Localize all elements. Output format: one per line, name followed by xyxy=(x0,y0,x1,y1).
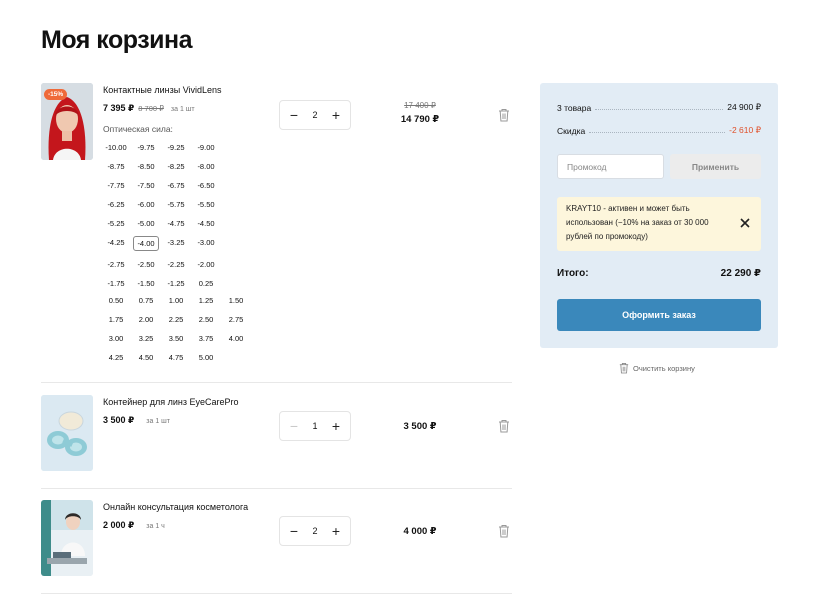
option-chip[interactable]: -9.00 xyxy=(197,142,215,152)
option-chip[interactable]: 1.00 xyxy=(168,295,184,305)
quantity-value: 2 xyxy=(312,110,318,120)
option-chip[interactable]: -2.00 xyxy=(197,259,215,269)
total-value: 22 290 ₽ xyxy=(720,268,761,279)
option-chip[interactable]: 1.25 xyxy=(198,295,214,305)
option-chip[interactable]: 4.00 xyxy=(228,333,244,343)
item-total-old: 17 400 ₽ xyxy=(404,101,436,110)
quantity-stepper xyxy=(279,411,351,441)
option-chip[interactable]: -5.25 xyxy=(107,218,125,228)
option-chip[interactable]: 4.50 xyxy=(138,352,154,362)
option-chip[interactable]: 2.75 xyxy=(228,314,244,324)
promo-code-input[interactable] xyxy=(557,154,664,179)
close-icon[interactable] xyxy=(739,217,751,229)
option-chip[interactable]: 0.75 xyxy=(138,295,154,305)
item-old-price: 8 700 ₽ xyxy=(138,104,164,113)
option-chip[interactable]: 3.00 xyxy=(108,333,124,343)
option-chip[interactable]: -3.25 xyxy=(167,237,185,247)
page-title: Моя корзина xyxy=(41,26,192,54)
product-image-container[interactable] xyxy=(41,395,93,471)
option-chip[interactable]: 1.50 xyxy=(228,295,244,305)
item-price: 7 395 ₽ xyxy=(103,103,135,113)
option-chip[interactable]: -2.75 xyxy=(107,259,125,269)
increase-button[interactable]: + xyxy=(331,523,341,539)
option-chip[interactable]: -6.75 xyxy=(167,180,185,190)
goods-value: 24 900 ₽ xyxy=(727,102,761,112)
item-price-row xyxy=(103,103,195,114)
discount-badge: -15% xyxy=(44,89,67,100)
decrease-button[interactable]: − xyxy=(289,107,299,123)
item-totals xyxy=(390,101,450,125)
clear-cart-label: Очистить корзину xyxy=(633,363,695,373)
option-chip[interactable]: -8.50 xyxy=(137,161,155,171)
cart-item-container xyxy=(41,395,512,475)
option-chip[interactable]: 3.75 xyxy=(198,333,214,343)
option-chip[interactable]: -9.75 xyxy=(137,142,155,152)
option-chip[interactable]: 2.00 xyxy=(138,314,154,324)
item-name[interactable]: Контактные линзы VividLens xyxy=(103,85,222,95)
clear-cart-button[interactable] xyxy=(619,362,695,374)
option-chip[interactable]: -8.00 xyxy=(197,161,215,171)
option-chip[interactable]: -2.50 xyxy=(137,259,155,269)
option-chip[interactable]: -10.00 xyxy=(105,142,127,152)
trash-icon[interactable] xyxy=(498,524,510,538)
option-chip[interactable]: -3.00 xyxy=(197,237,215,247)
item-price-row xyxy=(103,520,165,531)
dotted-leader xyxy=(595,109,723,110)
divider xyxy=(41,488,512,489)
item-total: 3 500 ₽ xyxy=(403,421,437,432)
divider xyxy=(41,593,512,594)
discount-label: Скидка xyxy=(557,125,586,136)
option-chip[interactable]: -6.00 xyxy=(137,199,155,209)
option-chip[interactable]: -1.25 xyxy=(167,278,185,288)
option-chip[interactable]: -4.25 xyxy=(107,237,125,247)
item-total: 14 790 ₽ xyxy=(400,114,440,125)
option-chip[interactable]: -4.00 xyxy=(133,236,159,251)
item-totals xyxy=(390,421,450,432)
option-chip[interactable]: 2.50 xyxy=(198,314,214,324)
option-chip[interactable]: 0.50 xyxy=(108,295,124,305)
goods-row xyxy=(557,102,761,113)
decrease-button[interactable]: − xyxy=(289,523,299,539)
item-price-row xyxy=(103,415,170,426)
lens-case-image xyxy=(41,395,93,471)
order-summary-panel xyxy=(540,83,778,348)
product-image-lenses[interactable] xyxy=(41,83,93,160)
total-label: Итого: xyxy=(557,268,589,279)
product-image-consultation[interactable] xyxy=(41,500,93,576)
option-chip[interactable]: -5.75 xyxy=(167,199,185,209)
total-row xyxy=(557,268,761,279)
consultant-image xyxy=(41,500,93,576)
divider xyxy=(41,382,512,383)
item-totals xyxy=(390,526,450,537)
promo-notice xyxy=(557,197,761,251)
trash-icon[interactable] xyxy=(498,419,510,433)
increase-button[interactable]: + xyxy=(331,107,341,123)
item-total: 4 000 ₽ xyxy=(403,526,437,537)
option-chip[interactable]: -5.50 xyxy=(197,199,215,209)
item-unit: за 1 шт xyxy=(146,418,171,425)
option-chip[interactable]: 4.25 xyxy=(108,352,124,362)
option-chip[interactable]: 3.25 xyxy=(138,333,154,343)
item-price: 3 500 ₽ xyxy=(103,415,135,425)
option-chip[interactable]: -5.00 xyxy=(137,218,155,228)
option-chip[interactable]: 3.50 xyxy=(168,333,184,343)
option-chip[interactable]: 1.75 xyxy=(108,314,124,324)
quantity-value: 2 xyxy=(312,526,318,536)
optical-power-grid-negative xyxy=(103,141,219,289)
dotted-leader xyxy=(589,132,725,133)
quantity-value: 1 xyxy=(312,421,318,431)
option-chip[interactable]: -4.50 xyxy=(197,218,215,228)
option-chip[interactable]: 2.25 xyxy=(168,314,184,324)
trash-icon[interactable] xyxy=(498,108,510,122)
option-chip[interactable]: -7.75 xyxy=(107,180,125,190)
option-chip[interactable]: 5.00 xyxy=(198,352,214,362)
option-chip[interactable]: -4.75 xyxy=(167,218,185,228)
discount-value: -2 610 ₽ xyxy=(729,125,761,135)
item-unit: за 1 шт xyxy=(170,106,195,113)
option-label: Оптическая сила: xyxy=(103,124,173,134)
apply-promo-button[interactable]: Применить xyxy=(670,154,761,179)
optical-power-grid-positive xyxy=(103,294,249,363)
item-unit: за 1 ч xyxy=(146,523,165,530)
promo-notice-text: KRAYT10 - активен и может быть использован (−10% на заказ от 30 000 рублей по промокоду) xyxy=(566,204,709,241)
discount-row xyxy=(557,125,761,136)
quantity-stepper xyxy=(279,516,351,546)
option-chip[interactable]: -2.25 xyxy=(167,259,185,269)
trash-icon xyxy=(619,362,629,374)
quantity-stepper xyxy=(279,100,351,130)
option-chip[interactable]: -8.75 xyxy=(107,161,125,171)
checkout-button[interactable]: Оформить заказ xyxy=(557,299,761,331)
option-chip[interactable]: -9.25 xyxy=(167,142,185,152)
item-name[interactable]: Контейнер для линз EyeCarePro xyxy=(103,397,239,407)
item-price: 2 000 ₽ xyxy=(103,520,135,530)
option-chip[interactable]: -7.50 xyxy=(137,180,155,190)
goods-label: 3 товара xyxy=(557,102,592,113)
cart-item-lenses xyxy=(41,83,512,373)
option-chip[interactable]: -1.50 xyxy=(137,278,155,288)
decrease-button[interactable]: − xyxy=(289,418,299,434)
option-chip[interactable]: -6.50 xyxy=(197,180,215,190)
increase-button[interactable]: + xyxy=(331,418,341,434)
option-chip[interactable]: 0.25 xyxy=(198,278,214,288)
option-chip[interactable]: -1.75 xyxy=(107,278,125,288)
option-chip[interactable]: 4.75 xyxy=(168,352,184,362)
cart-item-consultation xyxy=(41,500,512,580)
item-name[interactable]: Онлайн консультация косметолога xyxy=(103,502,249,512)
option-chip[interactable]: -6.25 xyxy=(107,199,125,209)
option-chip[interactable]: -8.25 xyxy=(167,161,185,171)
